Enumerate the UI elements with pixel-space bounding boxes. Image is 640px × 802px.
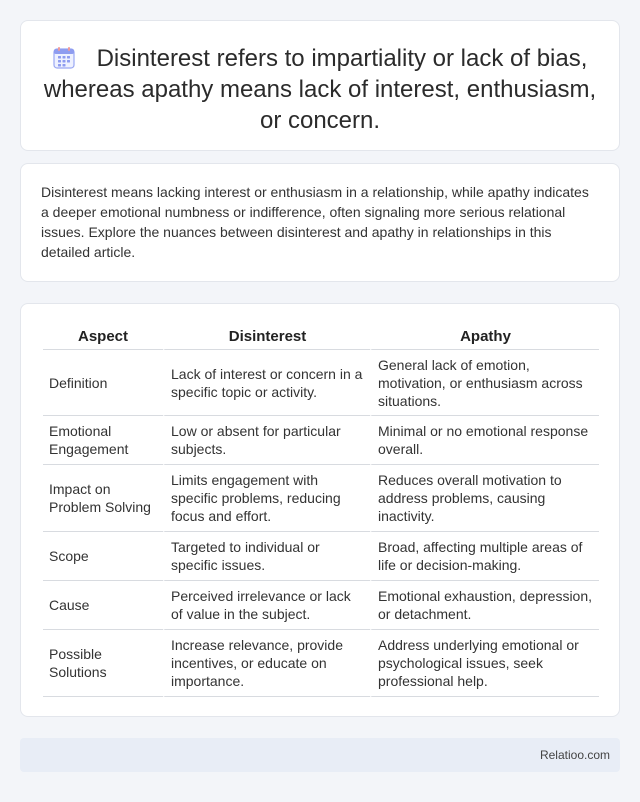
row-disinterest: Targeted to individual or specific issues. bbox=[163, 532, 370, 581]
row-disinterest: Low or absent for particular subjects. bbox=[163, 416, 370, 465]
calendar-icon bbox=[53, 47, 75, 69]
row-aspect: Emotional Engagement bbox=[43, 416, 163, 465]
row-apathy: Address underlying emotional or psychological issues, seek professional help. bbox=[370, 630, 599, 697]
row-aspect: Impact on Problem Solving bbox=[43, 465, 163, 532]
comparison-card bbox=[20, 303, 620, 717]
footer-site-link[interactable]: Relatioo.com bbox=[539, 748, 610, 762]
table-row bbox=[43, 532, 599, 581]
row-disinterest: Increase relevance, provide incentives, or educate on importance. bbox=[163, 630, 370, 697]
table-header-row bbox=[43, 324, 599, 350]
comparison-table bbox=[43, 324, 599, 697]
row-disinterest: Limits engagement with specific problems, reducing focus and effort. bbox=[163, 465, 370, 532]
header-aspect: Aspect bbox=[43, 324, 163, 350]
row-apathy: Minimal or no emotional response overall. bbox=[370, 416, 599, 465]
intro-card bbox=[20, 163, 620, 282]
table-row bbox=[43, 416, 599, 465]
intro-text: Disinterest means lacking interest or enthusiasm in a relationship, while apathy indicates a deeper emotional numbness or indifference, often signaling more serious relational issues. Explore the nuances between disinterest and apathy in relationships in this detailed article. bbox=[41, 184, 589, 260]
row-aspect: Scope bbox=[43, 532, 163, 581]
row-apathy: General lack of emotion, motivation, or enthusiasm across situations. bbox=[370, 350, 599, 416]
title-card bbox=[20, 20, 620, 151]
table-row bbox=[43, 465, 599, 532]
row-disinterest: Lack of interest or concern in a specific topic or activity. bbox=[163, 350, 370, 416]
row-disinterest: Perceived irrelevance or lack of value in the subject. bbox=[163, 581, 370, 630]
row-apathy: Broad, affecting multiple areas of life or decision-making. bbox=[370, 532, 599, 581]
row-aspect: Cause bbox=[43, 581, 163, 630]
row-aspect: Possible Solutions bbox=[43, 630, 163, 697]
page-title bbox=[41, 43, 599, 136]
header-disinterest: Disinterest bbox=[163, 324, 370, 350]
table-row bbox=[43, 630, 599, 697]
table-row bbox=[43, 581, 599, 630]
row-aspect: Definition bbox=[43, 350, 163, 416]
row-apathy: Emotional exhaustion, depression, or detachment. bbox=[370, 581, 599, 630]
title-text: Disinterest refers to impartiality or lack of bias, whereas apathy means lack of interest, enthusiasm, or concern. bbox=[43, 45, 597, 134]
row-apathy: Reduces overall motivation to address problems, causing inactivity. bbox=[370, 465, 599, 532]
table-row bbox=[43, 350, 599, 416]
header-apathy: Apathy bbox=[370, 324, 599, 350]
footer bbox=[20, 738, 620, 772]
